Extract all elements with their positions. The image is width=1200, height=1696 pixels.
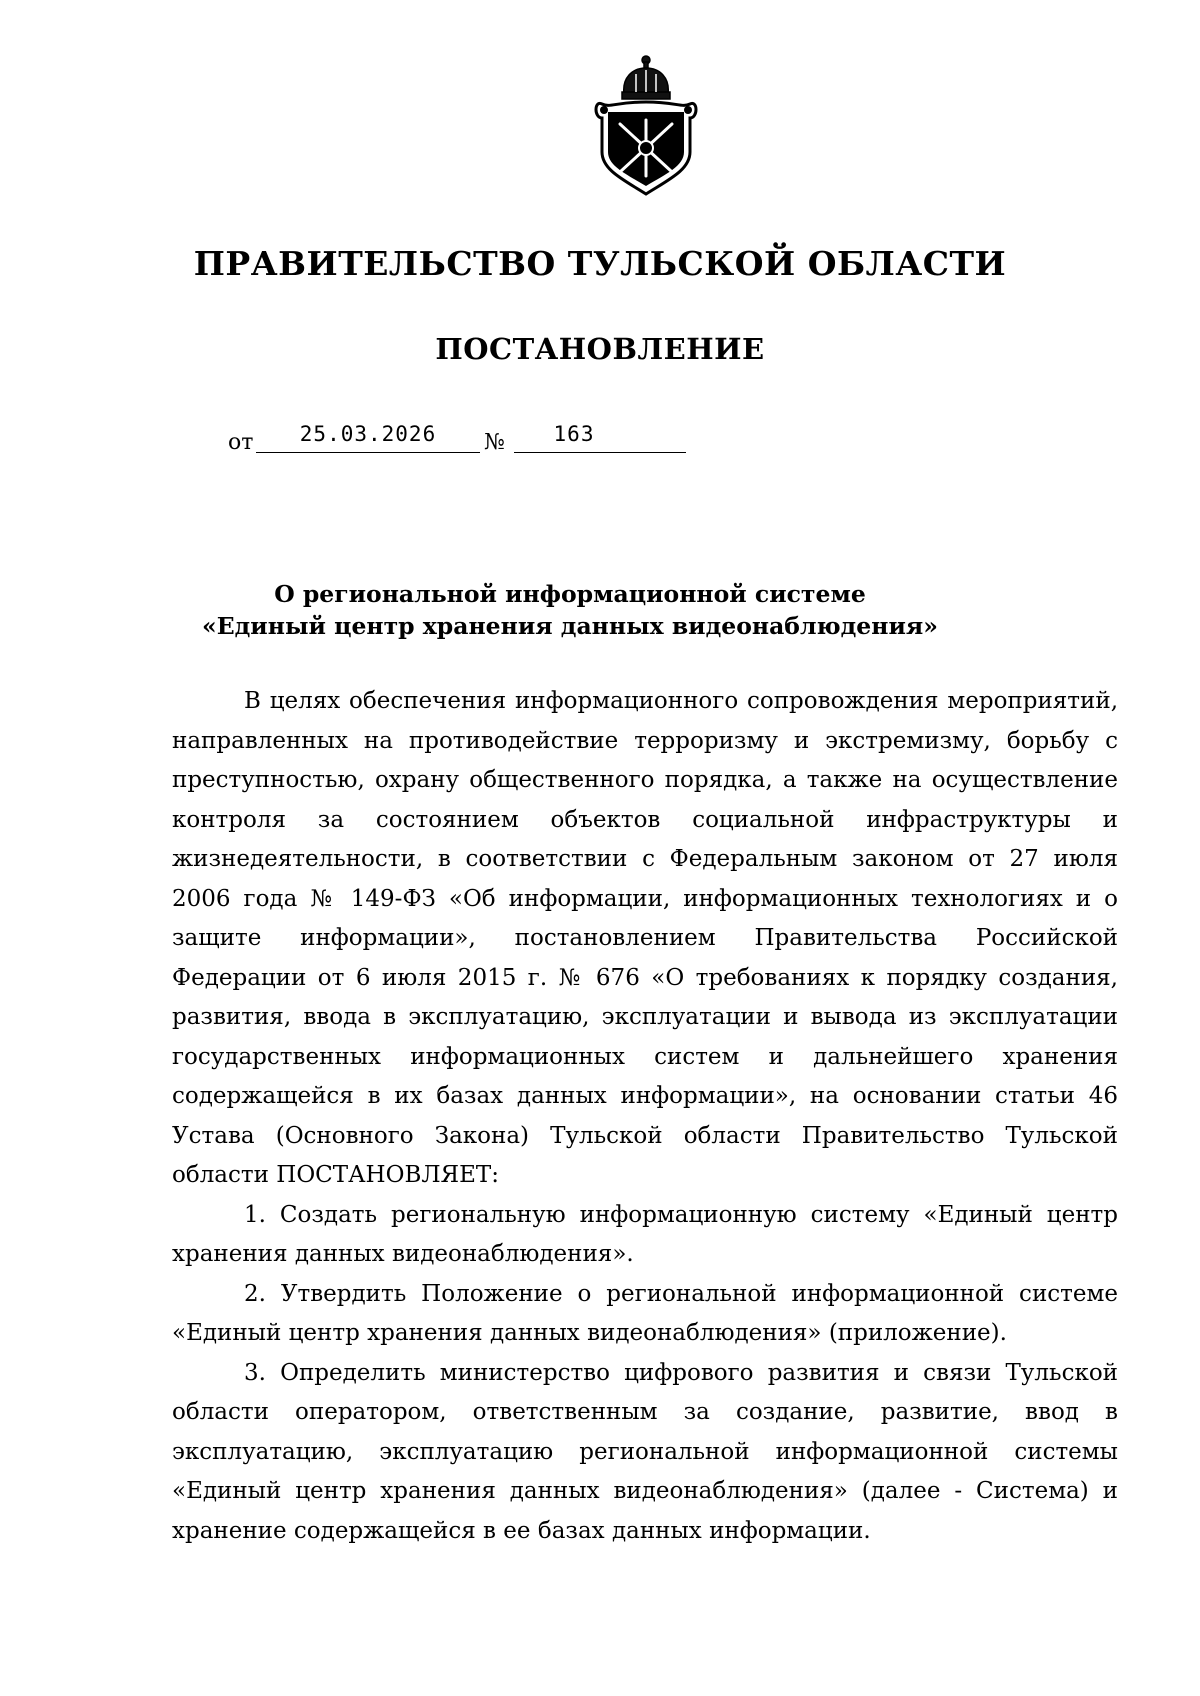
date-underline bbox=[256, 452, 480, 453]
decree-item-2: 2. Утвердить Положение о региональной информационной системе «Единый центр хранения данных видеонаблюдения» (приложение). bbox=[172, 1280, 1118, 1346]
decree-item-3: 3. Определить министерство цифрового развития и связи Тульской области оператором, ответственным за создание, развитие, ввод в эксплуатацию, эксплуатацию региональной информационной системы «Единый центр хранения данных видеонаблюдения» (далее - Система) и хранение содержащейся в ее базах данных информации. bbox=[172, 1359, 1118, 1544]
government-name: ПРАВИТЕЛЬСТВО ТУЛЬСКОЙ ОБЛАСТИ bbox=[193, 244, 1007, 283]
decree-item-1: 1. Создать региональную информационную систему «Единый центр хранения данных видеонаблюдения». bbox=[172, 1201, 1118, 1267]
tula-coat-of-arms-icon bbox=[586, 52, 706, 198]
title-line-2: «Единый центр хранения данных видеонаблюдения» bbox=[202, 612, 938, 640]
preamble-paragraph: В целях обеспечения информационного сопровождения мероприятий, направленных на противодействие терроризму и экстремизму, борьбу с преступностью, охрану общественного порядка, а также на осуществление контроля за состоянием объектов социальной инфраструктуры и жизнедеятельности, в соответствии с Федеральным законом от 27 июля 2006 года № 149-ФЗ «Об информации, информационных технологиях и о защите информации», постановлением Правительства Российской Федерации от 6 июля 2015 г. № 676 «О требованиях к порядку создания, развития, ввода в эксплуатацию, эксплуатации и вывода из эксплуатации государственных информационных систем и дальнейшего хранения содержащейся в их базах данных информации», на основании статьи 46 Устава (Основного Закона) Тульской области Правительство Тульской области ПОСТАНОВЛЯЕТ: bbox=[172, 688, 1118, 1188]
number-value: 163 bbox=[553, 422, 595, 446]
date-label: от bbox=[228, 430, 254, 455]
document-type: ПОСТАНОВЛЕНИЕ bbox=[435, 332, 765, 366]
number-label: № bbox=[484, 430, 505, 455]
number-underline bbox=[514, 452, 686, 453]
document-body bbox=[172, 682, 1118, 1551]
date-value: 25.03.2026 bbox=[299, 422, 437, 446]
title-line-1: О региональной информационной системе bbox=[274, 580, 866, 608]
document-title bbox=[170, 578, 970, 642]
